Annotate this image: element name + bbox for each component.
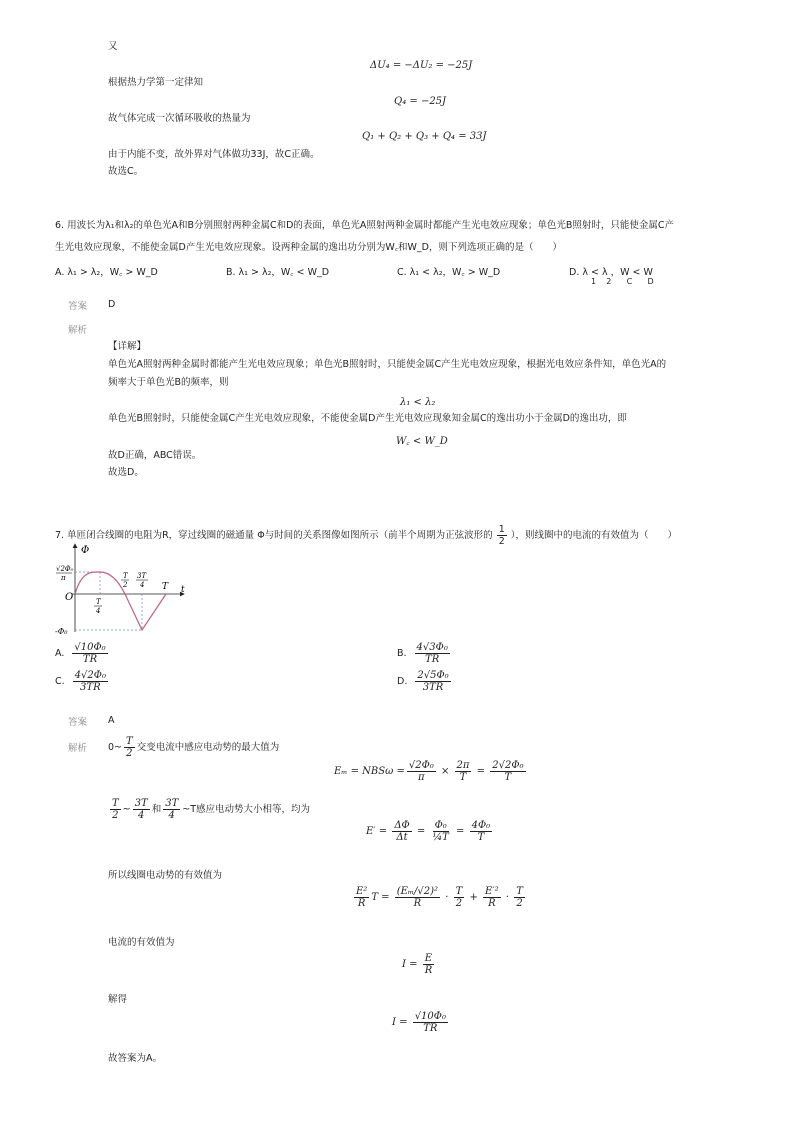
q7-eq-eff-f3 [454,886,465,909]
q6-detail-line5: 故选D。 [108,467,144,478]
q7-option-a-den: TR [82,654,98,665]
q7-a2-f2 [133,798,150,821]
q7-eq-e2-eq2: = [452,826,468,837]
q7-a1-post: 交变电流中感应电动势的最大值为 [136,742,280,753]
q7-analysis-line5: 解得 [108,994,128,1005]
q7-eq-i2-den: TR [423,1023,438,1034]
graph-T4-num: T [96,598,101,606]
q7-eq-eff-f3-num: T [455,886,463,897]
graph-flux-curve [75,572,166,630]
q7-a1-frac [124,736,135,759]
q7-option-c [55,670,110,693]
q7-eq-i2-num: √10Φ₀ [414,1011,446,1022]
graph-T34-num: 3T [137,572,147,580]
graph-T4-den: 4 [96,607,101,615]
q7-analysis-line1 [108,736,279,759]
q7-eq-eff-f5-num: T [516,886,523,897]
q7-eq-em-lhs: Eₘ = NBSω = [334,766,405,777]
q7-eq-e2-f2-num: Φ₀ [434,820,447,831]
q7-eq-e2-f2 [430,820,450,843]
q7-a2-f3 [163,798,180,821]
q7-eq-eff-f2-num: (Eₘ/√2)² [396,886,439,897]
q7-eq-e2-f1 [392,820,411,843]
graph-ymin-label: -Φ₀ [55,627,68,636]
q7-eq-e2-f3-num: 4Φ₀ [471,820,491,831]
sec1-line4: 由于内能不变，故外界对气体做功33J，故C正确。 [108,149,320,160]
q7-eq-em-f1-num: √2Φ₀ [408,760,434,771]
q7-option-b-num: 4√3Φ₀ [416,642,448,653]
q7-analysis-line3: 所以线圈电动势的有效值为 [108,870,223,881]
q7-option-b [397,642,452,665]
sec1-line2: 根据热力学第一定律知 [108,77,204,88]
q7-eq-em [334,760,528,783]
q6-detail-line1: 单色光A照射两种金属时都能产生光电效应现象；单色光B照射时，只能使金属C产生光电效应现象，根据光电效应条件知，单色光A的 [108,359,667,370]
q6-detail-eq1: λ₁ < λ₂ [400,397,436,408]
q7-a2-f2-num: 3T [134,798,148,809]
q7-eq-e2-f3-den: T [477,832,485,843]
q7-option-b-den: TR [425,654,440,665]
q7-option-a-label: A. [55,648,65,659]
q7-stem-end: ），则线圈中的电流的有效值为（ ） [510,530,677,541]
q7-eq-eff-f1 [354,886,369,909]
q7-eq-eff-f4-den: R [488,898,496,909]
q7-a2-f2-den: 4 [137,810,145,821]
q7-eq-em-f2 [455,760,472,783]
sec1-line1: 又 [108,41,118,52]
q6-stem-line2: 生光电效应现象，不能使金属D产生光电效应现象。设两种金属的逸出功分别为W꜀和W_D，则下列选项正确的是（ ） [55,242,562,253]
q7-a2-f1-num: T [112,798,119,809]
q7-a1-pre: 0~ [108,742,123,753]
q7-eq-eff-f2 [395,886,440,909]
q7-eq-i-lhs: I = [402,959,421,970]
q7-eq-e2-f3 [470,820,493,843]
graph-T2-den: 2 [123,581,128,589]
q7-a2-f1 [110,798,121,821]
q6-option-d-subscripts: 1 2 C D [591,277,654,286]
q7-eq-em-f3-num: 2√2Φ₀ [492,760,524,771]
q7-answer-label: 答案 [68,717,88,728]
graph-phi-label: Φ [81,545,90,556]
q7-option-c-label: C. [55,676,65,687]
sec1-eq2: Q₄ = −25J [394,96,447,107]
q7-stem-frac-den: 2 [498,536,505,547]
graph-T34-den: 4 [140,581,145,589]
q7-eq-eff-f4 [483,886,501,909]
sec1-line5: 故选C。 [108,166,144,177]
q7-analysis-line2 [108,798,310,821]
q7-eq-e2-f1-num: ΔΦ [394,820,410,831]
q7-eq-eff-t: T = [371,892,393,903]
sec1-eq3: Q₁ + Q₂ + Q₃ + Q₄ = 33J [362,131,487,142]
graph-T2-num: T [123,572,128,580]
q7-eq-em-f3 [490,760,525,783]
q7-eq-current [402,953,436,976]
q6-answer: D [108,299,116,310]
q7-eq-em-times: × [437,766,453,777]
graph-T-label: T [162,582,169,592]
q7-a2-f3-num: 3T [165,798,179,809]
q7-eq-effective [352,886,527,909]
q7-eq-eff-f3-den: 2 [455,898,463,909]
q7-analysis-line4: 电流的有效值为 [108,937,175,948]
q6-detail-line2: 频率大于单色光B的频率，则 [108,377,229,388]
q7-option-b-frac [415,642,450,665]
q7-eq-em-f2-den: T [459,772,467,783]
graph-ymax-num: √2Φ₀ [56,565,74,573]
q7-eq-i-den: R [424,965,433,976]
q7-eq-i-frac [423,953,435,976]
q7-option-a [55,642,110,665]
q7-eq-eff-f2-den: R [413,898,422,909]
q7-eq-e2-eq1: = [413,826,429,837]
q7-a2-t2: 和 [151,804,162,815]
q7-eq-e2-f1-den: Δt [396,832,408,843]
q7-eq-eff-f5-den: 2 [516,898,523,909]
q6-option-b: B. λ₁ > λ₂，W꜀ < W_D [226,267,330,278]
q7-eq-eff-dot2: · [502,892,513,903]
q7-eq-i2-lhs: I = [392,1017,411,1028]
q7-option-d-num: 2√5Φ₀ [417,670,449,681]
q7-eq-eff-f1-den: R [357,898,366,909]
q7-eq-em-f1 [407,760,436,783]
q7-stem-text: 7. 单匝闭合线圈的电阻为R，穿过线圈的磁通量 Φ与时间的关系图像如图所示（前半个周期为正弦波形的 [55,530,493,541]
q6-detail-title: 【详解】 [108,341,147,352]
q7-a2-t1: ~ [122,804,131,815]
q7-eq-i2-frac [413,1011,448,1034]
q7-eq-eff-dot1: · [442,892,452,903]
q7-a2-f3-den: 4 [168,810,175,821]
q7-option-c-frac [73,670,108,693]
q7-a1-frac-den: 2 [126,748,133,759]
q7-eq-em-equals: = [473,766,489,777]
q6-option-d: D. λ < λ ，W < W [569,267,653,278]
graph-ymax-den: π [61,574,66,582]
sec1-eq1: ΔU₄ = −ΔU₂ = −25J [370,60,473,71]
q6-detail-line3: 单色光B照射时，只能使金属C产生光电效应现象，不能使金属D产生光电效应现象知金属C的逸出功小于金属D的逸出功，即 [108,413,627,424]
q7-option-b-label: B. [397,648,407,659]
q7-a2-f1-den: 2 [112,810,119,821]
q7-option-c-den: 3TR [80,682,101,693]
q7-eq-i-num: E [424,953,433,964]
q7-stem-fraction [497,524,507,547]
q7-a1-frac-num: T [126,736,133,747]
graph-origin-label: O [65,592,74,603]
q7-eq-em-f1-den: π [418,772,425,783]
q7-answer: A [108,715,115,726]
q7-option-d-den: 3TR [422,682,444,693]
q7-option-d-label: D. [397,676,408,687]
q7-analysis-line6: 故答案为A。 [108,1053,162,1064]
q6-detail-eq2: W꜀ < W_D [396,436,448,447]
q7-option-a-num: √10Φ₀ [74,642,106,653]
q7-option-d [397,670,453,693]
q7-eq-e2-f2-den: ¼T [432,832,449,843]
q6-analysis-label: 解析 [68,325,88,336]
q7-eq-eff-f1-num: E² [356,886,368,897]
q6-answer-label: 答案 [68,301,88,312]
q7-option-a-frac [72,642,107,665]
q7-eq-eff-f5 [514,886,525,909]
q7-eq-eff-plus: + [466,892,482,903]
q6-stem-line1: 6. 用波长为λ₁和λ₂的单色光A和B分别照射两种金属C和D的表面，单色光A照射两种金属时都能产生光电效应现象；单色光B照射时，只能使金属C产 [55,220,675,231]
q7-eq-e2 [366,820,494,843]
q7-stem-frac-num: 1 [498,524,505,535]
q7-eq-result [392,1011,450,1034]
q7-eq-em-f2-num: 2π [456,760,470,771]
q7-eq-em-f3-den: T [504,772,512,783]
q7-eq-e2-lhs: E′ = [366,826,391,837]
q7-a2-t3: ~T感应电动势大小相等，均为 [182,804,311,815]
graph-t-label: t [181,585,185,595]
q6-option-c: C. λ₁ < λ₂，W꜀ > W_D [397,267,501,278]
sec1-line3: 故气体完成一次循环吸收的热量为 [108,113,251,124]
q7-flux-graph [52,540,192,640]
q6-detail-line4: 故D正确，ABC错误。 [108,450,202,461]
q7-eq-eff-f4-num: E′² [485,886,499,897]
q7-option-c-num: 4√2Φ₀ [74,670,106,681]
q7-analysis-label: 解析 [68,743,88,754]
q6-option-a: A. λ₁ > λ₂，W꜀ > W_D [55,267,158,278]
q7-option-d-frac [415,670,450,693]
